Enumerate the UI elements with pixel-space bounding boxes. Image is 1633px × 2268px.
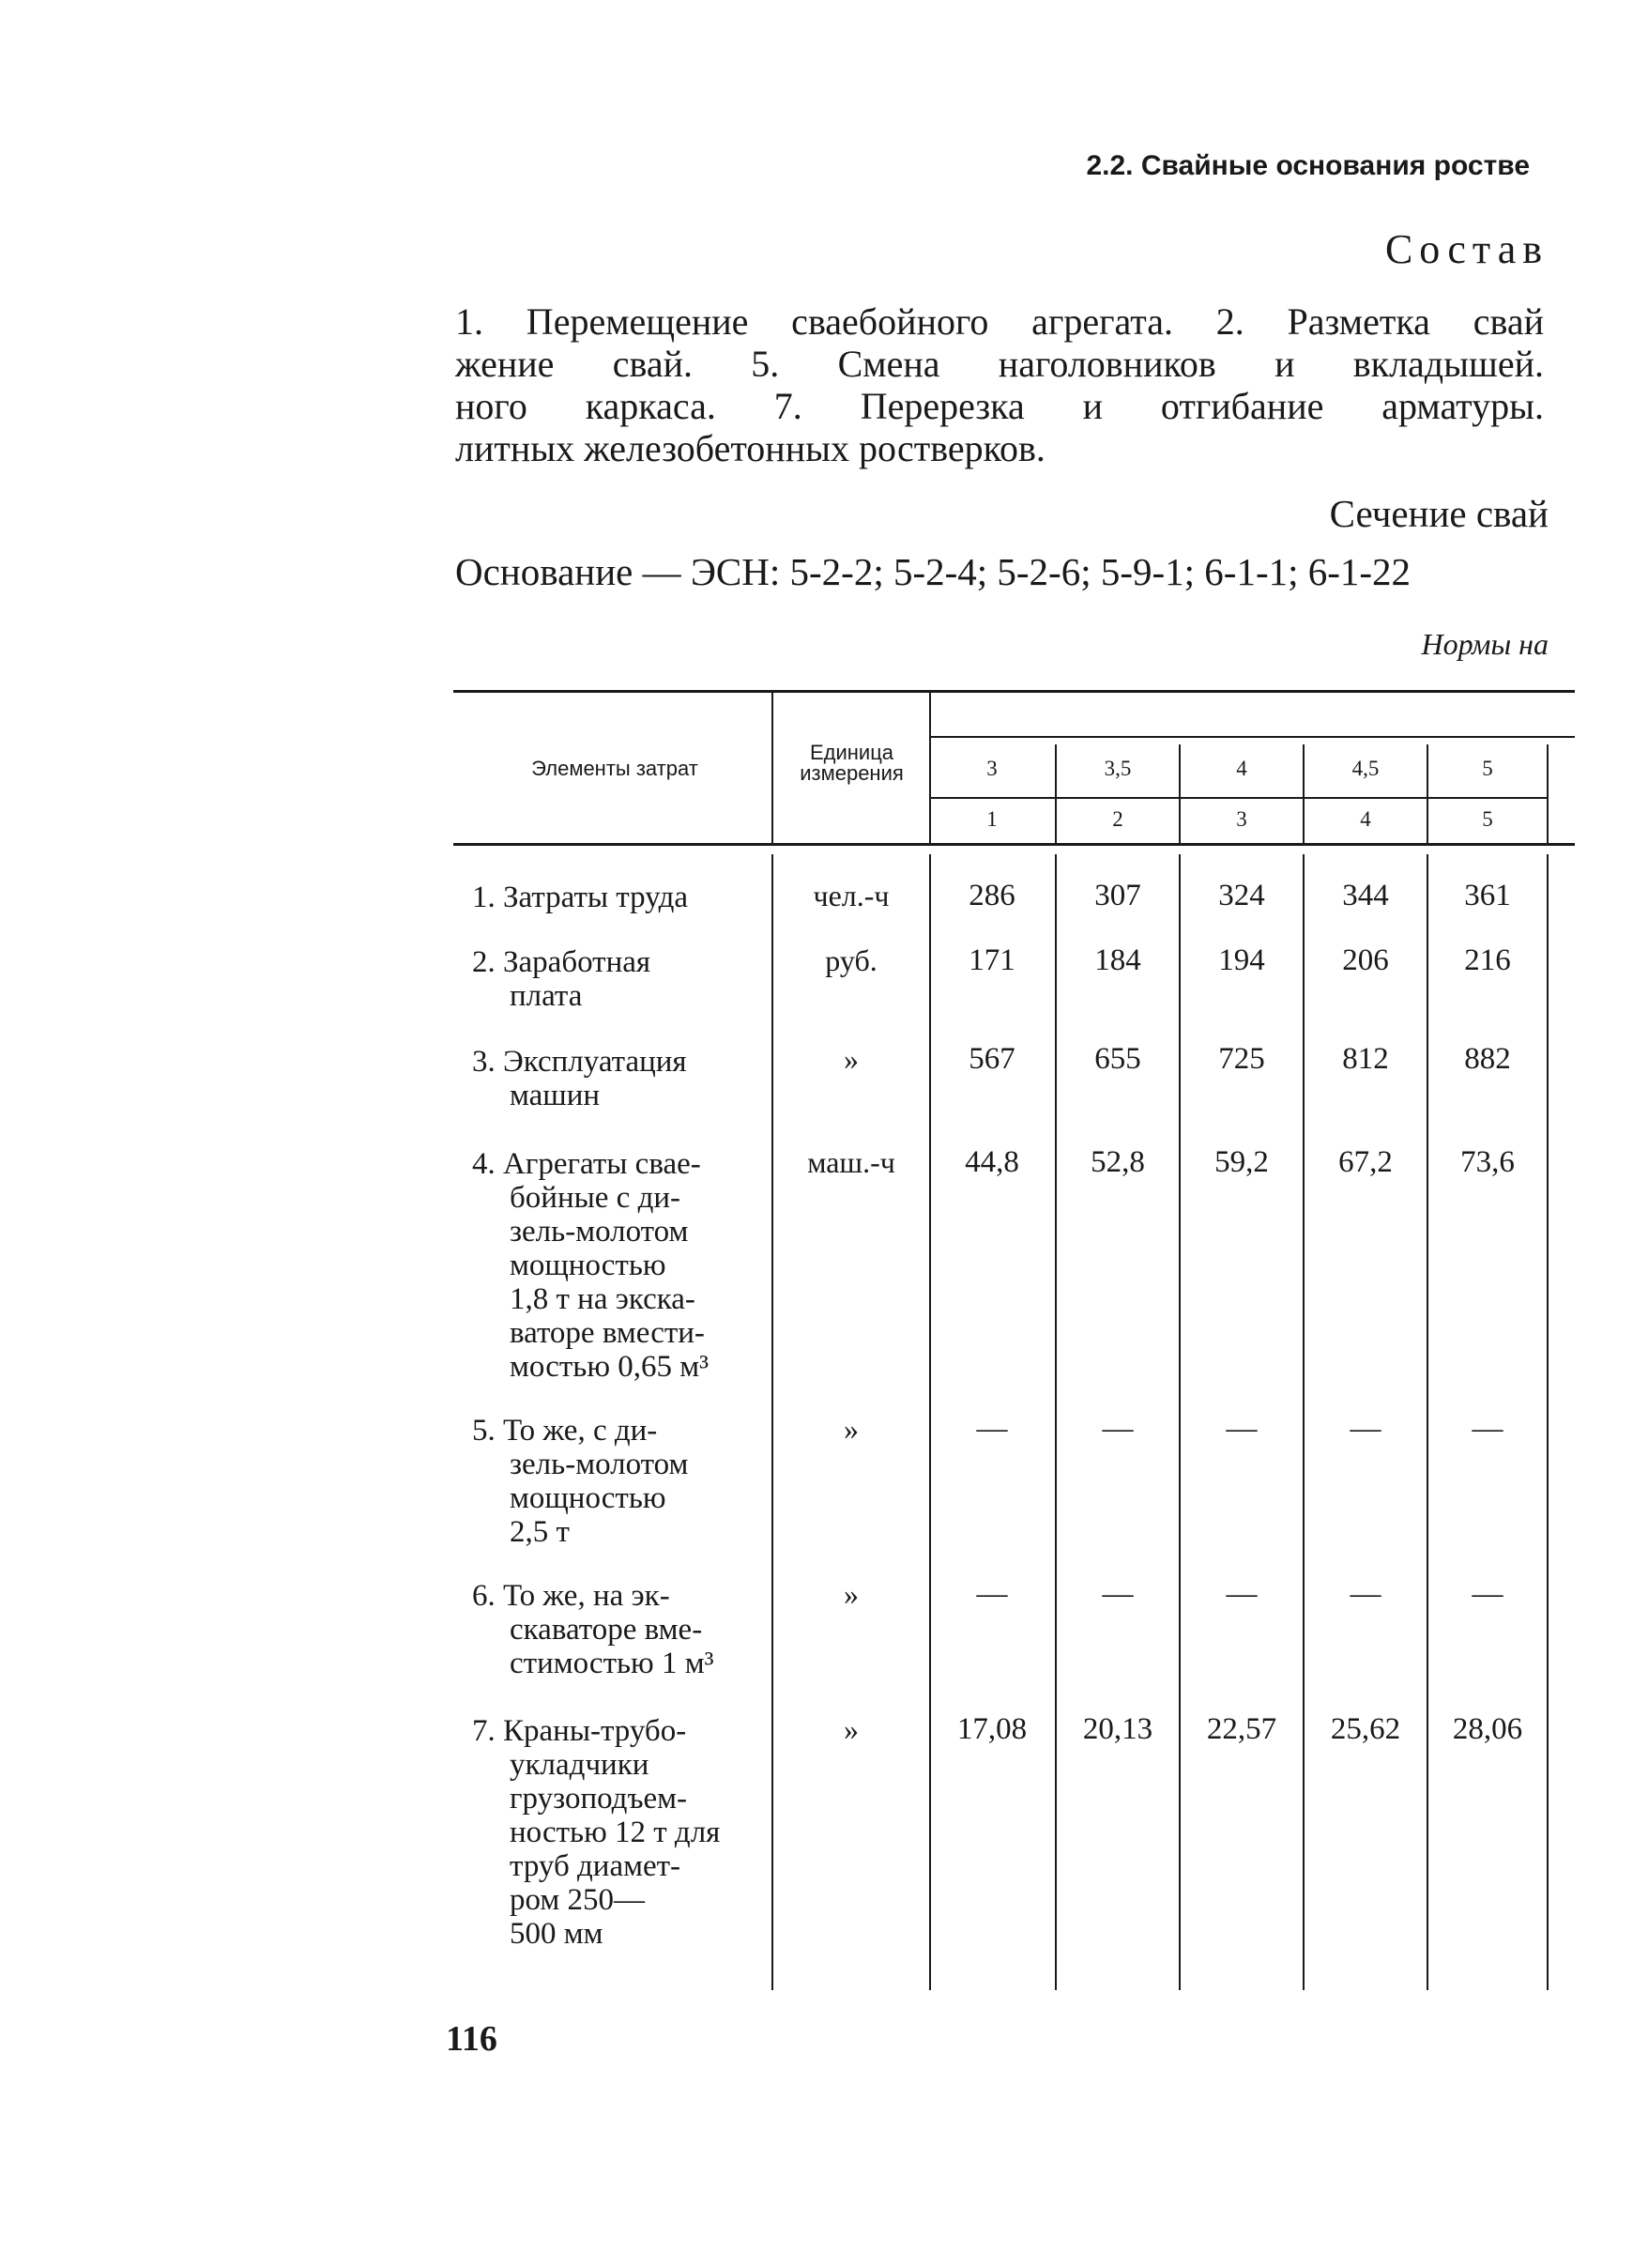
table-cell: 17,08 <box>956 1712 1028 1746</box>
table-cell: 324 <box>1218 879 1265 912</box>
label-line: 5. То же, с ди- <box>472 1414 658 1448</box>
table-cell: 28,06 <box>1452 1712 1523 1746</box>
table-row-label <box>472 1414 688 1549</box>
label-line: 1,8 т на экска- <box>510 1282 695 1316</box>
table-cell: — <box>1350 1577 1381 1611</box>
table-cell: — <box>1472 1412 1503 1446</box>
label-line: 2. Заработная <box>472 945 651 979</box>
label-line: грузоподъем- <box>510 1782 688 1816</box>
table-header-rule <box>453 843 1575 846</box>
table-cell: 567 <box>969 1042 1015 1076</box>
header-section-size: 5 <box>1482 757 1493 780</box>
header-column-number: 5 <box>1482 807 1493 831</box>
table-number-rule <box>929 797 1549 799</box>
table-cell: 286 <box>969 879 1015 912</box>
table-cell: 655 <box>1094 1042 1141 1076</box>
label-line: бойные с ди- <box>510 1181 681 1215</box>
header-element: Элементы затрат <box>531 757 698 780</box>
table-sub-rule <box>929 736 1575 738</box>
table-cell: 307 <box>1094 879 1141 912</box>
header-section-size: 3,5 <box>1104 757 1132 780</box>
norms-label: Нормы на <box>1421 627 1549 661</box>
table-cell: 20,13 <box>1082 1712 1153 1746</box>
vrule <box>771 691 773 844</box>
vrule <box>771 854 773 1990</box>
label-line: 500 мм <box>510 1917 603 1951</box>
label-line: ваторе вмести- <box>510 1316 705 1350</box>
composition-line: жение свай. 5. Смена наголовников и вкладышей. <box>455 343 1544 385</box>
table-row-label <box>472 1147 709 1384</box>
table-row-label <box>472 1579 713 1680</box>
table-cell: 361 <box>1464 879 1511 912</box>
header-section-size: 3 <box>986 757 998 780</box>
table-cell: 171 <box>969 943 1015 977</box>
table-cell: 184 <box>1094 943 1141 977</box>
label-line: 7. Краны-трубо- <box>472 1714 687 1748</box>
table-cell: 206 <box>1342 943 1389 977</box>
table-cell: — <box>976 1412 1008 1446</box>
label-line: ностью 12 т для <box>510 1816 721 1849</box>
page-number: 116 <box>446 2019 497 2059</box>
composition-line: 1. Перемещение сваебойного агрегата. 2. Разметка свай <box>455 300 1544 343</box>
table-row-label <box>472 1714 720 1951</box>
table-cell: 882 <box>1464 1042 1511 1076</box>
table-row-unit: » <box>844 1042 859 1076</box>
table-cell: 73,6 <box>1460 1145 1515 1179</box>
label-line: укладчики <box>510 1748 649 1782</box>
label-line: скаваторе вме- <box>510 1613 703 1647</box>
composition-paragraph <box>455 300 1544 469</box>
header-column-number: 2 <box>1112 807 1123 831</box>
table-cell: 67,2 <box>1338 1145 1393 1179</box>
section-heading: 2.2. Свайные основания ростве <box>1086 150 1530 181</box>
table-cell: 812 <box>1342 1042 1389 1076</box>
label-line: мостью 0,65 м³ <box>510 1350 710 1384</box>
label-line: машин <box>510 1079 601 1112</box>
label-line: 2,5 т <box>510 1515 570 1549</box>
label-line: мощностью <box>510 1249 666 1282</box>
table-row-label <box>472 945 650 1013</box>
table-cell: 194 <box>1218 943 1265 977</box>
table-cell: 22,57 <box>1206 1712 1277 1746</box>
header-column-number: 4 <box>1360 807 1371 831</box>
label-line: стимостью 1 м³ <box>510 1647 714 1680</box>
table-row-unit: чел.-ч <box>813 879 890 912</box>
header-column-number: 3 <box>1236 807 1247 831</box>
table-cell: 216 <box>1464 943 1511 977</box>
table-cell: 44,8 <box>965 1145 1019 1179</box>
pile-section-title: Сечение свай <box>1329 492 1549 535</box>
composition-line: литных железобетонных ростверков. <box>455 427 1045 469</box>
table-row-unit: маш.-ч <box>807 1145 895 1179</box>
table-cell: — <box>1102 1412 1134 1446</box>
composition-title: Состав <box>1384 226 1549 272</box>
table-cell: — <box>1226 1412 1258 1446</box>
label-line: ром 250— <box>510 1883 646 1917</box>
table-cell: 344 <box>1342 879 1389 912</box>
header-section-size: 4 <box>1236 757 1247 780</box>
header-unit-2: измерения <box>800 761 904 785</box>
label-line: зель-молотом <box>510 1448 689 1481</box>
label-line: 6. То же, на эк- <box>472 1579 670 1613</box>
table-top-rule <box>453 690 1575 693</box>
table-row-label <box>472 1045 687 1112</box>
basis-line: Основание — ЭСН: 5-2-2; 5-2-4; 5-2-6; 5-9-1; 6-1-1; 6-1-22 <box>455 550 1412 593</box>
label-line: мощностью <box>510 1481 666 1515</box>
table-cell: 52,8 <box>1091 1145 1145 1179</box>
label-line: 3. Эксплуатация <box>472 1045 687 1079</box>
table-cell: — <box>1350 1412 1381 1446</box>
table-cell: 59,2 <box>1214 1145 1269 1179</box>
table-cell: 725 <box>1218 1042 1265 1076</box>
table-cell: 25,62 <box>1330 1712 1401 1746</box>
label-line: плата <box>510 979 583 1013</box>
table-cell: — <box>976 1577 1008 1611</box>
header-column-number: 1 <box>986 807 998 831</box>
table-row-unit: » <box>844 1412 859 1446</box>
table-cell: — <box>1226 1577 1258 1611</box>
table-cell: — <box>1472 1577 1503 1611</box>
composition-line: ного каркаса. 7. Перерезка и отгибание арматуры. <box>455 385 1544 427</box>
table-cell: — <box>1102 1577 1134 1611</box>
table-row-unit: » <box>844 1712 859 1746</box>
label-line: 4. Агрегаты сваe- <box>472 1147 701 1181</box>
label-line: зель-молотом <box>510 1215 689 1249</box>
table-row-unit: » <box>844 1577 859 1611</box>
table-row-label: 1. Затраты труда <box>472 881 689 914</box>
table-row-unit: руб. <box>825 943 878 977</box>
header-section-size: 4,5 <box>1351 757 1380 780</box>
header-unit-1: Единица <box>809 741 894 764</box>
label-line: труб диамет- <box>510 1849 681 1883</box>
